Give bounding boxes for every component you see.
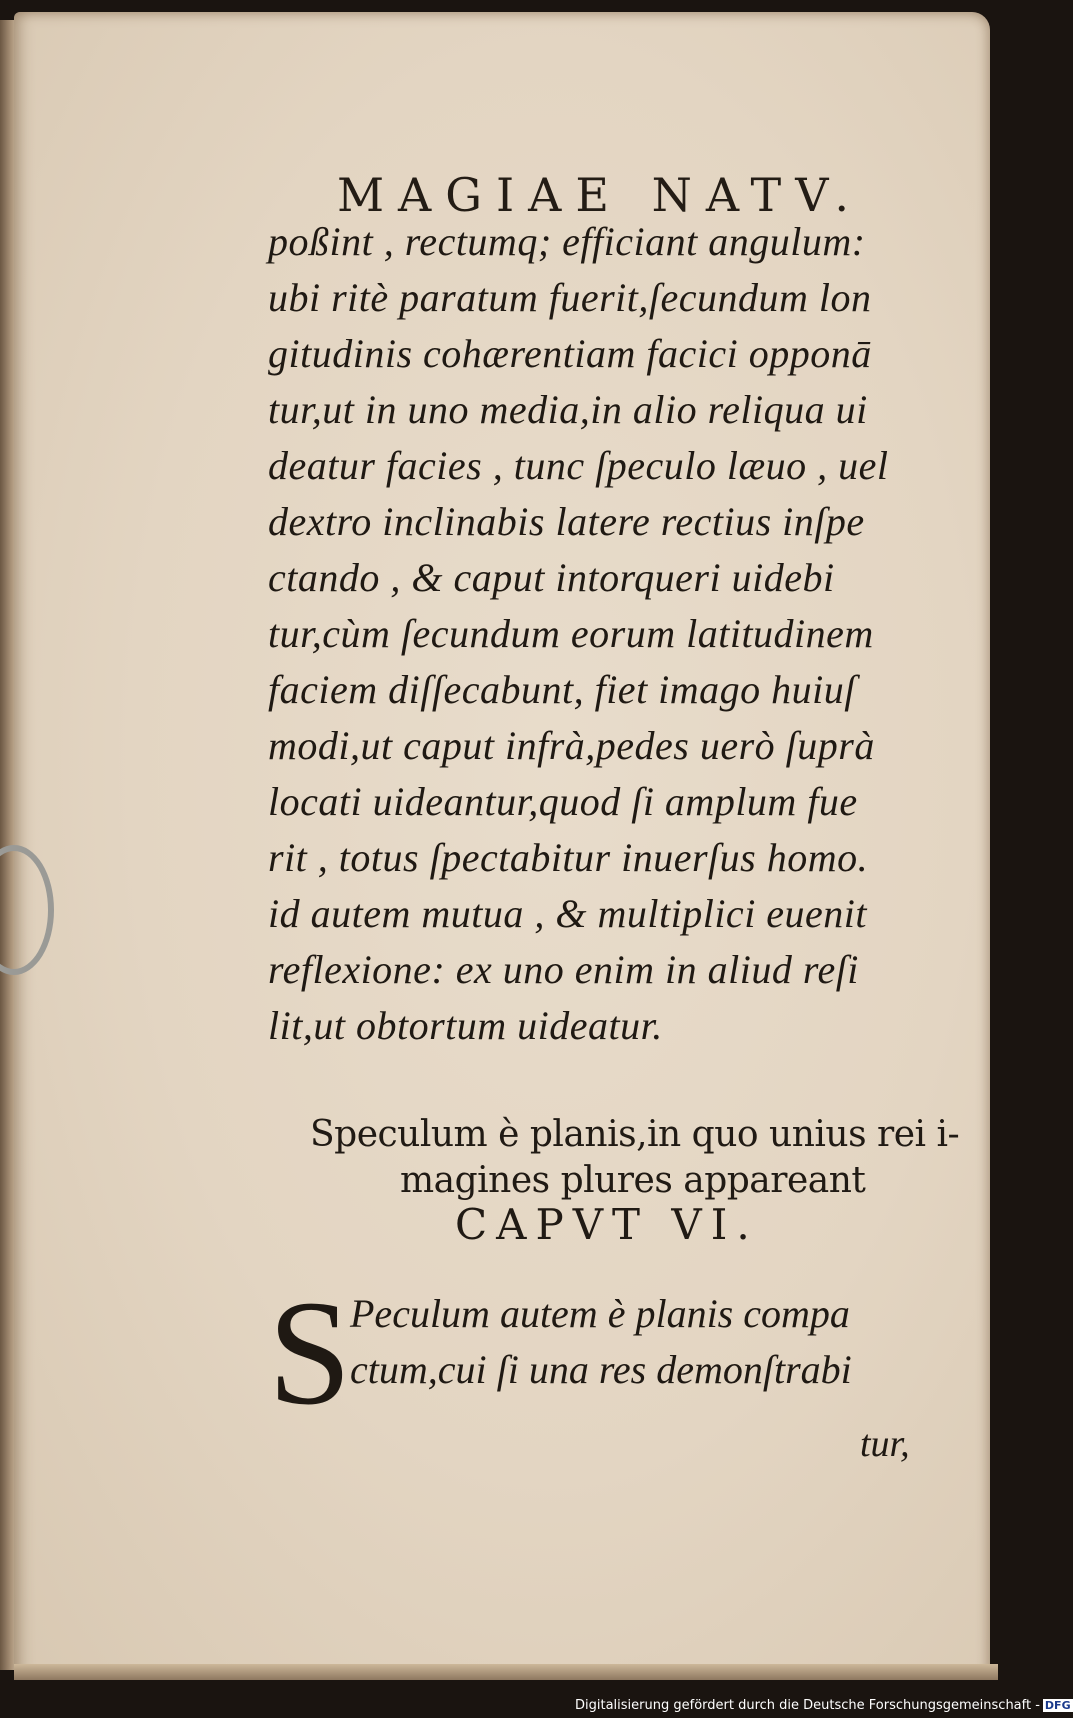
catchword: tur, — [860, 1423, 910, 1465]
credit-text: Digitalisierung gefördert durch die Deutsche Forschungsgemeinschaft - — [575, 1698, 1040, 1713]
body-line: gitudinis cohærentiam facici opponā — [268, 331, 872, 376]
body-line: ubi ritè paratum fuerit,ſecundum lon — [268, 275, 872, 320]
body-line: poßint , rectumq; efficiant angulum: — [268, 219, 866, 264]
body-line: id autem mutua , & multiplici euenit — [268, 891, 868, 936]
dfg-logo: DFG — [1044, 1699, 1071, 1712]
digitization-credit — [575, 1698, 1071, 1718]
running-head: MAGIAE NATV. — [336, 168, 864, 222]
body-line: rit , totus ſpectabitur inuerſus homo. — [268, 835, 869, 880]
chapter-body-line: ctum,cui ſi una res demonſtrabi — [350, 1347, 852, 1392]
body-line: faciem diſſecabunt, fiet imago huiuſ — [268, 667, 856, 712]
drop-initial: S — [268, 1270, 352, 1436]
body-line: ctando , & caput intorqueri uidebi — [268, 555, 835, 600]
chapter-title-line-2: magines plures appareant — [400, 1160, 866, 1201]
body-line: reflexione: ex uno enim in aliud reſi — [268, 947, 859, 992]
chapter-title-line-1: Speculum è planis,in quo unius rei i- — [310, 1114, 960, 1155]
body-line: lit,ut obtortum uideatur. — [268, 1003, 663, 1048]
book-bottom-edge — [14, 1664, 998, 1680]
body-line: locati uideantur,quod ſi amplum fue — [268, 779, 858, 824]
chapter-body-line: Peculum autem è planis compa — [350, 1291, 850, 1336]
body-line: deatur facies , tunc ſpeculo læuo , uel — [268, 443, 889, 488]
body-line: modi,ut caput infrà,pedes uerò ſuprà — [268, 723, 875, 768]
body-line: tur,cùm ſecundum eorum latitudinem — [268, 611, 874, 656]
chapter-number: CAPVT VI. — [455, 1200, 759, 1249]
body-line: dextro inclinabis latere rectius inſpe — [268, 499, 865, 544]
body-line: tur,ut in uno media,in alio reliqua ui — [268, 387, 868, 432]
